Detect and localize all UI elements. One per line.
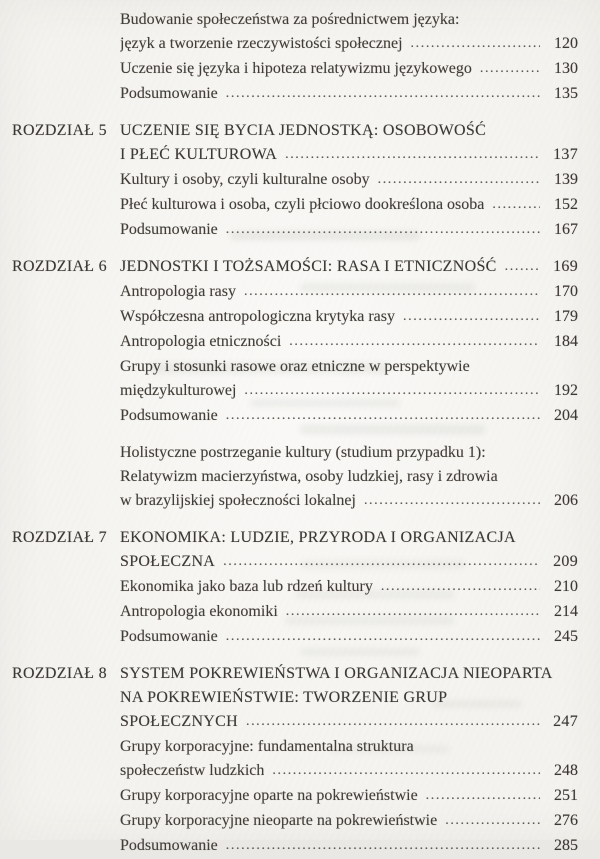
page-number: 152: [554, 196, 578, 213]
toc-line: [120, 8, 578, 32]
page-number: 248: [554, 762, 578, 779]
toc-entry: [120, 305, 578, 330]
toc-line: [120, 305, 578, 330]
dot-leader: [286, 600, 540, 624]
toc-line-text: Antropologia rasy: [120, 283, 236, 300]
toc-line-text: Podsumowanie: [120, 837, 218, 854]
page-number: 209: [553, 553, 578, 570]
toc-line: [120, 404, 578, 429]
chapter-title-entry: [120, 119, 578, 168]
dot-leader: [364, 489, 540, 513]
page-number: 251: [554, 787, 578, 804]
toc-line-text: Holistyczne postrzeganie kultury (studium przypadku 1):: [120, 444, 486, 461]
page-number: 210: [554, 578, 578, 595]
toc-entry: [120, 575, 578, 600]
toc-section: [12, 441, 578, 514]
toc-line-text: EKONOMIKA: LUDZIE, PRZYRODA I ORGANIZACJA: [120, 529, 516, 546]
toc-entry: [120, 8, 578, 57]
toc-section: [12, 119, 578, 243]
page-number: 285: [554, 837, 578, 854]
toc-line-text: w brazylijskiej społeczności lokalnej: [120, 492, 356, 509]
toc-line-text: społeczeństw ludzkich: [120, 762, 265, 779]
toc-line: [120, 526, 578, 550]
section-entries: [120, 662, 578, 859]
dot-leader: [244, 379, 540, 403]
dot-leader: [223, 550, 540, 574]
page-number: 179: [554, 308, 578, 325]
page-number: 120: [554, 35, 578, 52]
section-entries: [120, 8, 578, 107]
toc-entry: [120, 168, 578, 193]
dot-leader: [378, 168, 540, 192]
toc-line: [120, 82, 578, 107]
toc-line: [120, 759, 578, 784]
dot-leader: [411, 32, 540, 56]
chapter-title-entry: [120, 255, 578, 280]
toc-line-text: Podsumowanie: [120, 221, 218, 238]
toc-line-text: Grupy korporacyjne nieoparte na pokrewieństwie: [120, 812, 438, 829]
toc-line: [120, 662, 578, 686]
toc-line: [120, 355, 578, 379]
toc-line-text: NA POKREWIEŃSTWIE: TWORZENIE GRUP: [120, 689, 448, 706]
section-entries: [120, 255, 578, 429]
toc-line-text: Grupy korporacyjne: fundamentalna struktura: [120, 738, 414, 755]
section-entries: [120, 119, 578, 243]
dot-leader: [272, 759, 540, 783]
toc-line-text: SPOŁECZNA: [120, 553, 216, 570]
dot-leader: [403, 305, 540, 329]
toc-line: [120, 834, 578, 859]
toc-line-text: Grupy i stosunki rasowe oraz etniczne w perspektywie: [120, 358, 470, 375]
toc-line: [120, 168, 578, 193]
page-number: 170: [554, 283, 578, 300]
toc-line: [120, 735, 578, 759]
toc-line-text: Antropologia etniczności: [120, 333, 282, 350]
toc-entry: [120, 57, 578, 82]
toc-line: [120, 575, 578, 600]
page-number: 245: [554, 628, 578, 645]
toc-entry: [120, 193, 578, 218]
toc-section: [12, 662, 578, 859]
toc-line-text: Ekonomika jako baza lub rdzeń kultury: [120, 578, 373, 595]
chapter-label: [12, 8, 120, 107]
chapter-label: ROZDZIAŁ 5: [12, 122, 107, 139]
toc-entry: [120, 784, 578, 809]
toc-entry: [120, 735, 578, 784]
toc-line: [120, 489, 578, 514]
chapter-label: ROZDZIAŁ 7: [12, 529, 107, 546]
toc-line-text: Antropologia ekonomiki: [120, 603, 278, 620]
page-number: 192: [554, 382, 578, 399]
toc-entry: [120, 330, 578, 355]
toc-line-text: Uczenie się języka i hipoteza relatywizmu językowego: [120, 60, 472, 77]
toc-entry: [120, 834, 578, 859]
dot-leader: [226, 82, 540, 106]
table-of-contents: [12, 8, 578, 859]
page-number: 206: [554, 492, 578, 509]
toc-entry: [120, 809, 578, 834]
section-entries: [120, 526, 578, 650]
toc-line: [120, 255, 578, 280]
toc-line: [120, 550, 578, 575]
chapter-title-entry: [120, 662, 578, 735]
toc-entry: [120, 280, 578, 305]
toc-line: [120, 809, 578, 834]
chapter-title-entry: [120, 526, 578, 575]
toc-section: [12, 526, 578, 650]
toc-line-text: SPOŁECZNYCH: [120, 713, 238, 730]
toc-line-text: Podsumowanie: [120, 628, 218, 645]
toc-section: [12, 8, 578, 107]
toc-line-text: JEDNOSTKI I TOŻSAMOŚCI: RASA I ETNICZNOŚĆ: [120, 258, 497, 275]
toc-entry: [120, 441, 578, 514]
dot-leader: [381, 575, 540, 599]
dot-leader: [505, 255, 540, 279]
page-number: 139: [554, 171, 578, 188]
toc-line: [120, 218, 578, 243]
dot-leader: [226, 625, 540, 649]
toc-line: [120, 119, 578, 143]
dot-leader: [246, 710, 540, 734]
chapter-label: ROZDZIAŁ 8: [12, 665, 107, 682]
dot-leader: [492, 193, 540, 217]
toc-line: [120, 686, 578, 710]
toc-line: [120, 600, 578, 625]
toc-line-text: Podsumowanie: [120, 85, 218, 102]
toc-section: [12, 255, 578, 429]
page-number: 167: [554, 221, 578, 238]
toc-entry: [120, 218, 578, 243]
toc-line: [120, 441, 578, 465]
toc-line: [120, 710, 578, 735]
toc-line-text: Grupy korporacyjne oparte na pokrewieństwie: [120, 787, 418, 804]
toc-line: [120, 193, 578, 218]
toc-line-text: język a tworzenie rzeczywistości społecznej: [120, 35, 403, 52]
section-entries: [120, 441, 578, 514]
toc-line: [120, 57, 578, 82]
chapter-label: ROZDZIAŁ 6: [12, 258, 107, 275]
toc-entry: [120, 355, 578, 404]
page-number: 137: [553, 146, 578, 163]
toc-line: [120, 32, 578, 57]
dot-leader: [226, 218, 540, 242]
toc-line-text: UCZENIE SIĘ BYCIA JEDNOSTKĄ: OSOBOWOŚĆ: [120, 122, 487, 139]
toc-entry: [120, 82, 578, 107]
toc-line-text: międzykulturowej: [120, 382, 237, 399]
dot-leader: [426, 784, 540, 808]
toc-line-text: Budowanie społeczeństwa za pośrednictwem języka:: [120, 11, 460, 28]
toc-line-text: Współczesna antropologiczna krytyka rasy: [120, 308, 396, 325]
page-number: 135: [554, 85, 578, 102]
toc-entry: [120, 404, 578, 429]
toc-line-text: Kultury i osoby, czyli kulturalne osoby: [120, 171, 370, 188]
page-number: 204: [554, 407, 578, 424]
toc-line-text: Podsumowanie: [120, 407, 218, 424]
page-number: 247: [553, 713, 578, 730]
page-number: 214: [554, 603, 578, 620]
toc-line: [120, 784, 578, 809]
toc-entry: [120, 600, 578, 625]
dot-leader: [244, 280, 540, 304]
toc-line-text: I PŁEĆ KULTUROWA: [120, 146, 278, 163]
toc-line: [120, 330, 578, 355]
dot-leader: [480, 57, 540, 81]
page-number: 276: [554, 812, 578, 829]
toc-line-text: Płeć kulturowa i osoba, czyli płciowo dookreślona osoba: [120, 196, 485, 213]
dot-leader: [226, 404, 540, 428]
toc-entry: [120, 625, 578, 650]
dot-leader: [445, 809, 540, 833]
toc-line: [120, 379, 578, 404]
dot-leader: [285, 143, 540, 167]
page-number: 184: [554, 333, 578, 350]
dot-leader: [226, 834, 540, 858]
toc-line-text: Relatywizm macierzyństwa, osoby ludzkiej, rasy i zdrowia: [120, 468, 498, 485]
toc-line: [120, 465, 578, 489]
chapter-label: [12, 441, 120, 514]
dot-leader: [289, 330, 540, 354]
toc-line-text: SYSTEM POKREWIEŃSTWA I ORGANIZACJA NIEOPARTA: [120, 665, 553, 682]
toc-line: [120, 143, 578, 168]
toc-line: [120, 280, 578, 305]
page-number: 130: [554, 60, 578, 77]
toc-line: [120, 625, 578, 650]
page-number: 169: [553, 258, 578, 275]
